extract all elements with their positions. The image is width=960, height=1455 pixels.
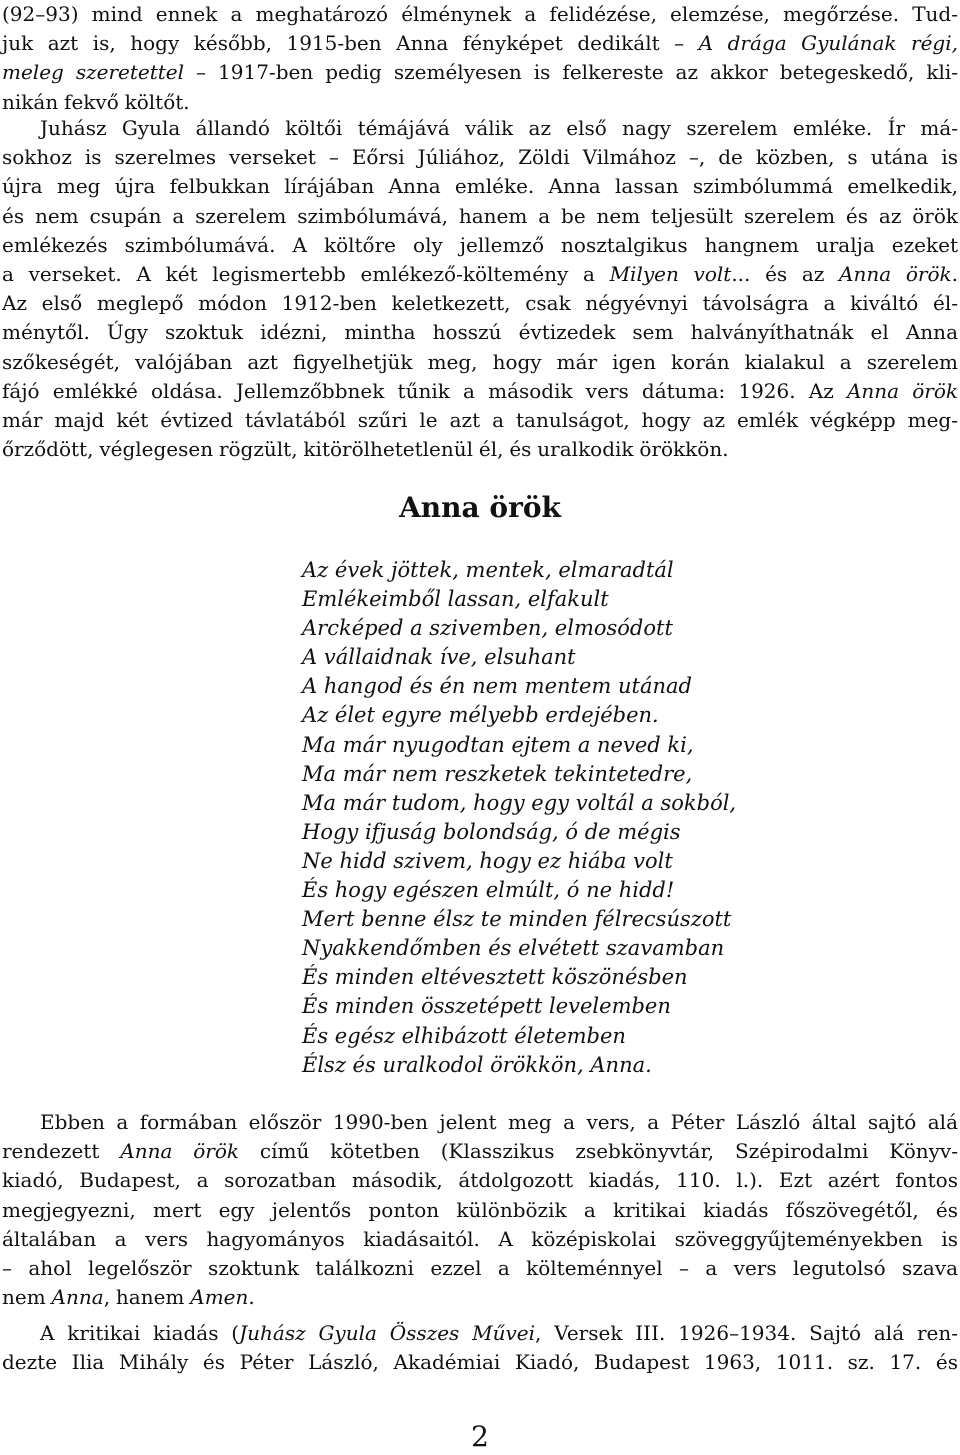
poem-verse: És minden eltévesztett köszönésben	[302, 965, 688, 990]
text-line: A kritikai kiadás (Juhász Gyula Összes Művei, Versek III. 1926–1934. Sajtó alá ren-	[40, 1321, 958, 1345]
text-line: sokhoz is szerelmes verseket – Eőrsi Júliához, Zöldi Vilmához –, de közben, s utána is	[2, 145, 958, 170]
poem-verse: És hogy egészen elmúlt, ó ne hidd!	[302, 878, 675, 903]
text-line: nem Anna, hanem Amen.	[2, 1285, 255, 1310]
text-line: általában a vers hagyományos kiadásaitól. A középiskolai szöveggyűjteményekben is	[2, 1226, 958, 1251]
poem-verse: Emlékeimből lassan, elfakult	[302, 587, 609, 612]
poem-verse: A vállaidnak íve, elsuhant	[302, 645, 576, 670]
poem-title: Anna örök	[399, 491, 561, 524]
text-line: rendezett Anna örök című kötetben (Klasszikus zsebkönyvtár, Szépirodalmi Könyv-	[2, 1139, 958, 1164]
poem-verse: Az élet egyre mélyebb erdejében.	[302, 703, 659, 728]
text-line: juk azt is, hogy később, 1915-ben Anna fényképet dedikált – A drága Gyulának régi,	[2, 31, 958, 56]
poem-body	[302, 556, 862, 1080]
poem-verse: Az évek jöttek, mentek, elmaradtál	[302, 558, 674, 582]
poem-verse: A hangod és én nem mentem utánad	[302, 674, 692, 699]
text-line: meleg szeretettel – 1917-ben pedig személyesen is felkereste az akkor betegeskedő, kli-	[2, 60, 958, 85]
text-line: a verseket. A két legismertebb emlékező-költemény a Milyen volt... és az Anna örök.	[2, 262, 958, 287]
edition-paragraph	[2, 1108, 958, 1312]
document-page	[2, 0, 958, 1455]
poem-verse: Hogy ifjuság bolondság, ó de mégis	[302, 819, 681, 844]
critical-edition-paragraph	[2, 1319, 958, 1377]
text-line: őrződött, véglegesen rögzült, kitörölhetetlenül él, és uralkodik örökkön.	[2, 437, 729, 462]
intro-paragraph	[2, 0, 958, 117]
poem-verse: Arcképed a szivemben, elmosódott	[302, 616, 673, 641]
text-line: – ahol legelőször szoktunk találkozni ezzel a költeménnyel – a vers legutolsó szava	[2, 1256, 958, 1281]
poem-verse: Ne hidd szivem, hogy ez hiába volt	[302, 848, 673, 873]
poem-verse: Nyakkendőmben és elvétett szavamban	[302, 936, 725, 961]
poem-verse: És minden összetépett levelemben	[302, 994, 671, 1019]
page-number: 2	[471, 1420, 489, 1453]
text-line: nikán fekvő költőt.	[2, 89, 190, 114]
text-line: emlékezés szimbólumává. A költőre oly jellemző nosztalgikus hangnem uralja ezeket	[2, 232, 958, 257]
poem-verse: Ma már nyugodtan ejtem a neved ki,	[302, 732, 694, 757]
poem-verse: Ma már tudom, hogy egy voltál a sokból,	[302, 790, 737, 815]
text-line: Juhász Gyula állandó költői témájává válik az első nagy szerelem emléke. Ír má-	[40, 116, 958, 140]
poem-verse: Élsz és uralkodol örökkön, Anna.	[302, 1052, 652, 1077]
poem-verse: Mert benne élsz te minden félrecsúszott	[302, 907, 732, 932]
text-line: fájó emlékké oldása. Jellemzőbbnek tűnik a második vers dátuma: 1926. Az Anna örök	[2, 378, 958, 403]
poem-verse: És egész elhibázott életemben	[302, 1023, 626, 1048]
text-line: újra meg újra felbukkan lírájában Anna emléke. Anna lassan szimbólummá emelkedik,	[2, 174, 958, 199]
text-line: ménytől. Úgy szoktuk idézni, mintha hosszú évtizedek sem halványíthatnák el Anna	[2, 320, 958, 345]
text-line: megjegyezni, mert egy jelentős ponton különbözik a kritikai kiadás főszövegétől, és	[2, 1197, 958, 1222]
poem-verse: Ma már nem reszketek tekintetedre,	[302, 761, 693, 786]
text-line: dezte Ilia Mihály és Péter László, Akadémiai Kiadó, Budapest 1963, 1011. sz. 17. és	[2, 1350, 958, 1375]
text-line: Az első meglepő módon 1912-ben keletkezett, csak négyévnyi távolságra a kiváltó él-	[2, 291, 958, 316]
text-line: szőkeségét, valójában azt figyelhetjük meg, hogy már igen korán kialakul a szerelem	[2, 349, 958, 374]
text-line: Ebben a formában először 1990-ben jelent meg a vers, a Péter László által sajtó alá	[40, 1110, 958, 1134]
text-line: (92–93) mind ennek a meghatározó élménynek a felidézése, elemzése, megőrzése. Tud-	[2, 2, 958, 26]
text-line: és nem csupán a szerelem szimbólumává, hanem a be nem teljesült szerelem és az örök	[2, 203, 958, 228]
analysis-paragraph	[2, 114, 958, 464]
text-line: már majd két évtized távlatából szűri le azt a tanulságot, hogy az emlék végképp meg-	[2, 408, 958, 433]
text-line: kiadó, Budapest, a sorozatban második, átdolgozott kiadás, 110. l.). Ezt azért fontos	[2, 1168, 958, 1193]
